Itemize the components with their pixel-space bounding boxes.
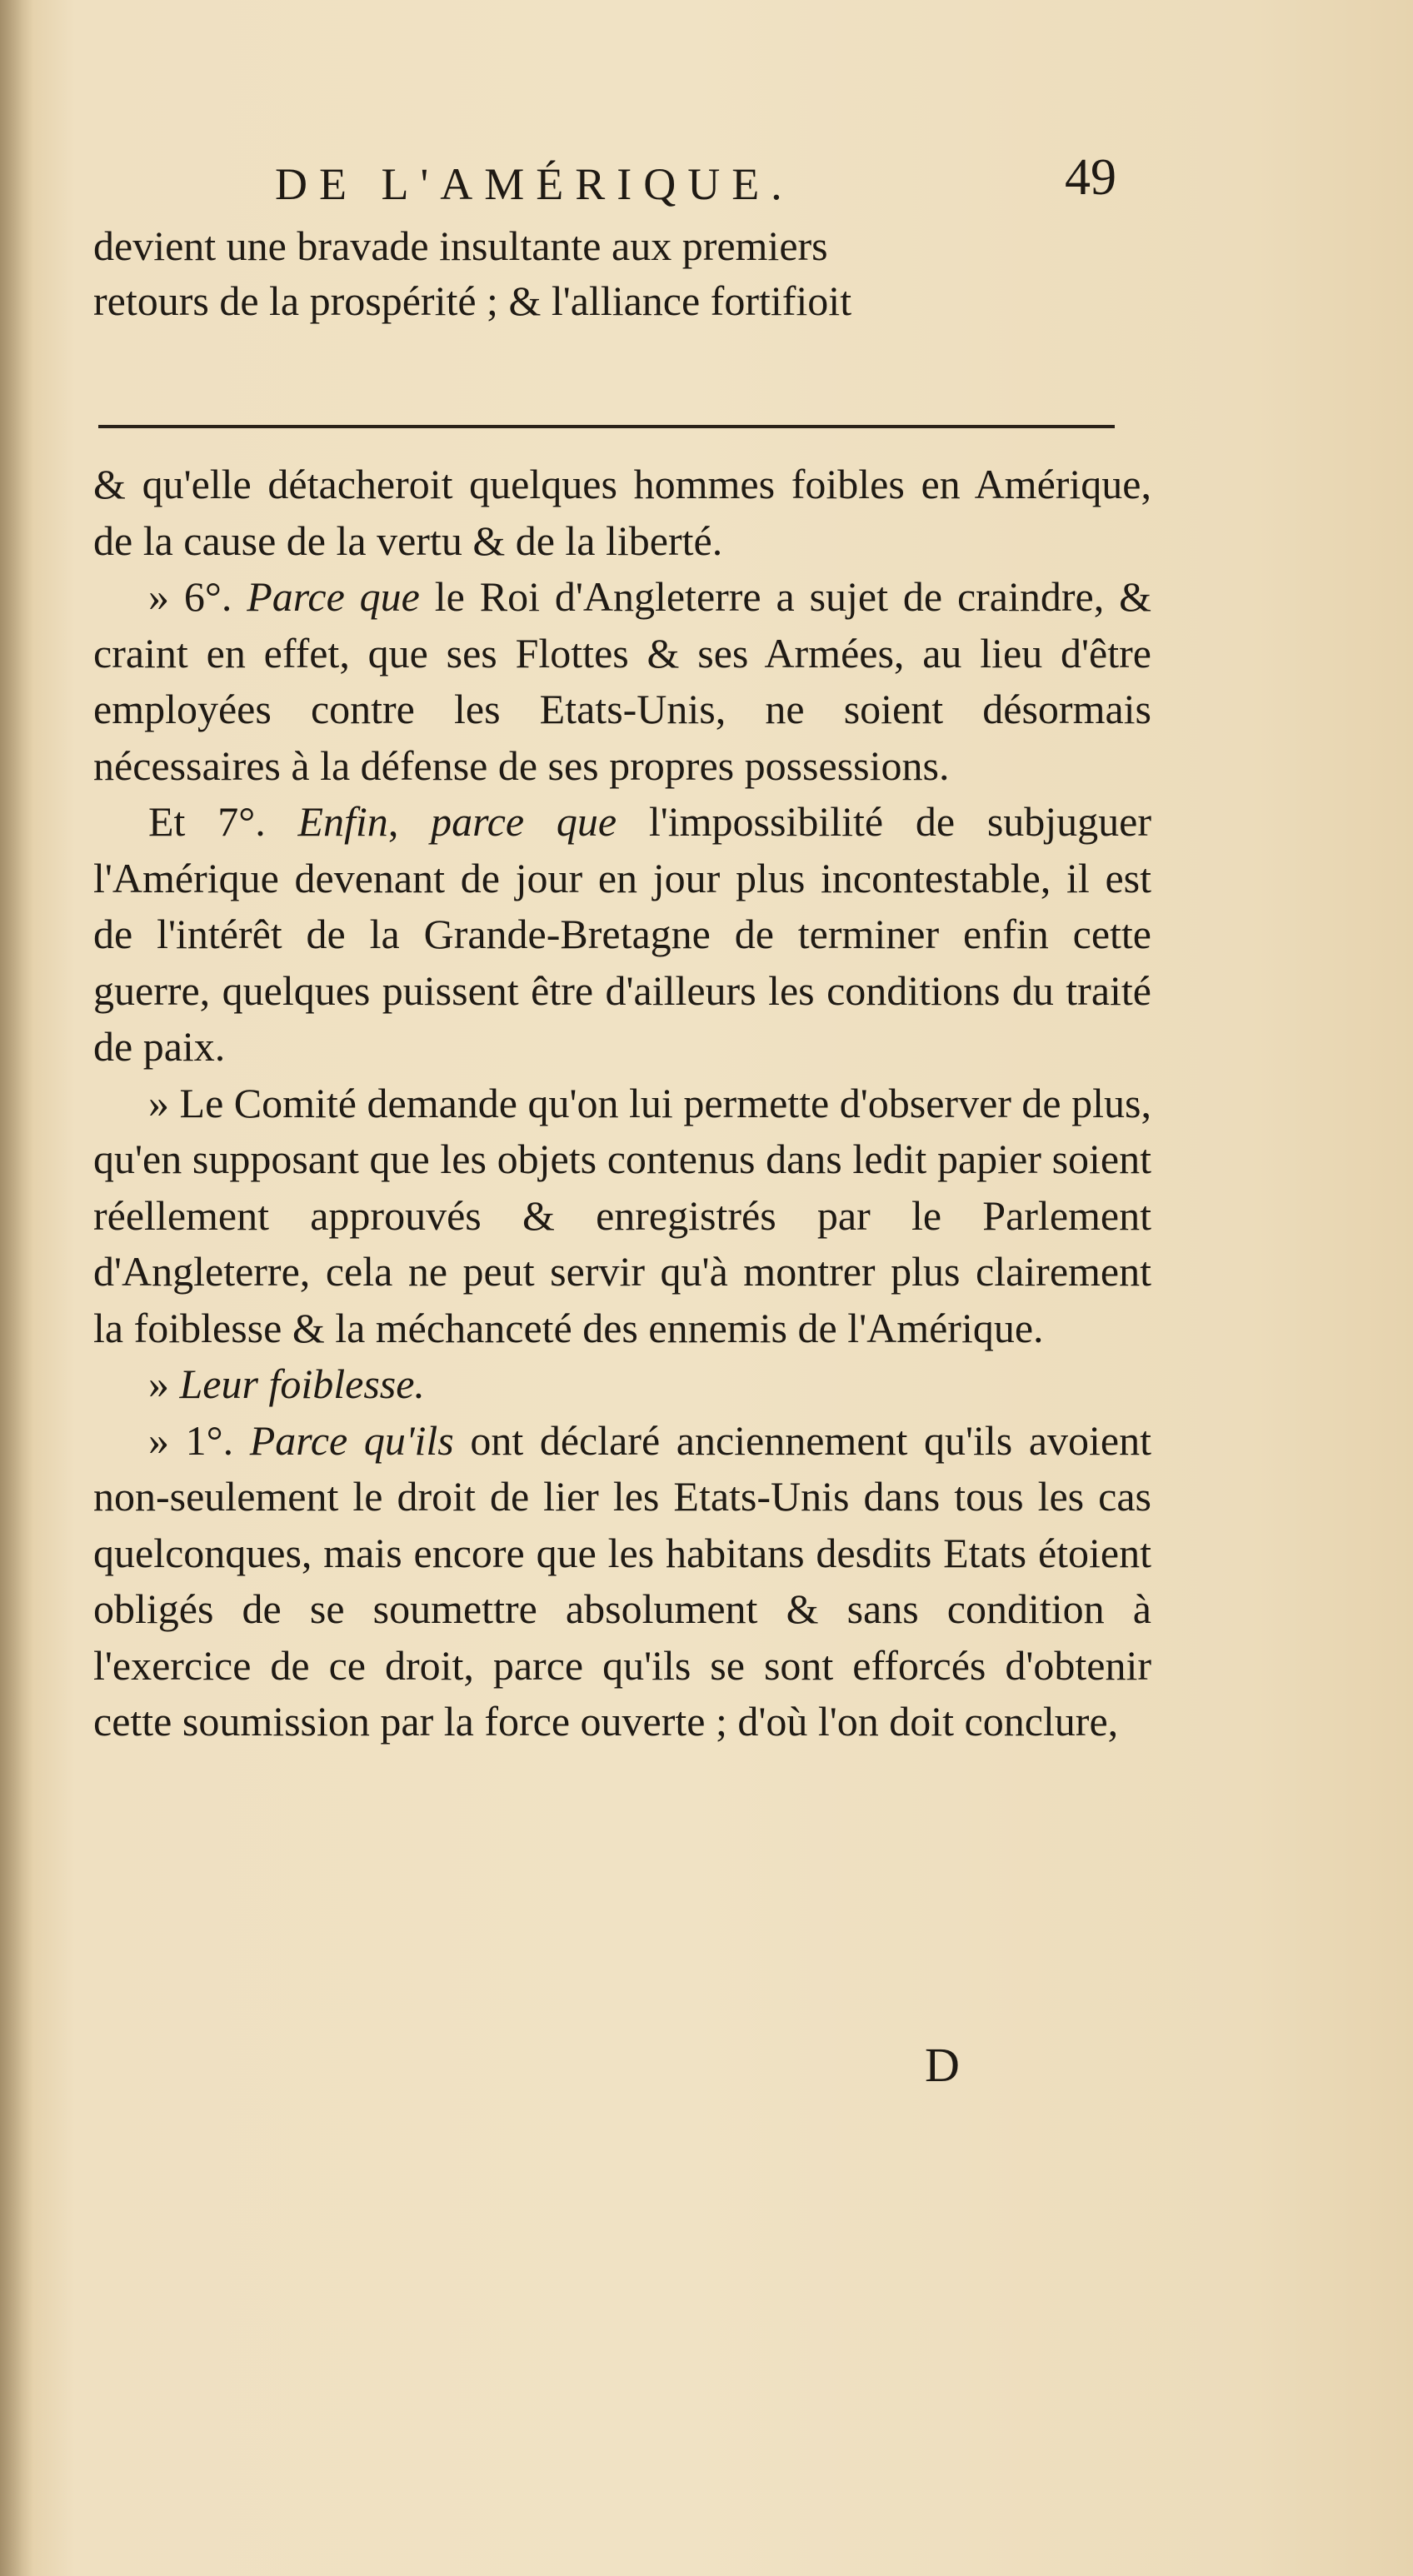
running-title: DE L'AMÉRIQUE. xyxy=(275,159,794,209)
page-number: 49 xyxy=(1065,149,1116,206)
top-text-line-1: devient une bravade insultante aux premiers xyxy=(93,222,828,269)
paragraph-5 xyxy=(93,1356,1151,1413)
paragraph-2-text: le Roi d'Angleterre a sujet de craindre, & craint en effet, que ses Flottes & ses Armées, au lieu d'être employées contre les Etats-Unis, ne soient désormais nécessaires à la défense de ses propres possessions. xyxy=(93,573,1152,789)
paragraph-1: & qu'elle détacheroit quelques hommes foibles en Amérique, de la cause de la vertu & de la liberté. xyxy=(93,461,1151,564)
paragraph-6-italic: Parce qu'ils xyxy=(249,1416,454,1464)
gutter-shadow xyxy=(0,0,33,2576)
paragraph-3-italic-2: parce que xyxy=(431,798,617,845)
paragraph-5-italic: Leur foiblesse. xyxy=(179,1360,425,1407)
paragraph-3-start: Et 7°. xyxy=(148,798,266,845)
paragraph-2-number: » 6°. xyxy=(148,573,232,620)
top-text-block xyxy=(93,218,1151,328)
paragraph-3-comma: , xyxy=(387,798,399,845)
paragraph-6-text: ont déclaré anciennement qu'ils avoient non-seulement le droit de lier les Etats-Unis dans tous les cas quelconques, mais encore que les habitans desdits Etats étoient obligés de se soumettre absolument & sans condition à l'exercice de ce droit, parce qu'ils se sont efforcés d'obtenir cette soumission par la force ouverte ; d'où l'on doit conclure, xyxy=(93,1416,1152,1745)
paragraph-6-number: » 1°. xyxy=(148,1416,234,1464)
paragraph-3-text: l'impossibilité de subjuguer l'Amérique devenant de jour en jour plus incontestable, il est de l'intérêt de la Grande-Bretagne de terminer enfin cette guerre, quelques puissent être d'ailleurs les conditions du traité de paix. xyxy=(93,798,1152,1070)
main-text-block xyxy=(93,457,1151,1750)
paragraph-3-italic-1: Enfin xyxy=(297,798,388,845)
signature-mark: D xyxy=(925,2038,960,2092)
top-text-line-2: retours de la prospérité ; & l'alliance fortifioit xyxy=(93,277,852,324)
paragraph-2 xyxy=(93,569,1151,794)
paragraph-5-quote: » xyxy=(148,1360,169,1407)
paragraph-3 xyxy=(93,794,1151,1076)
page-header xyxy=(100,142,1116,217)
footnote-rule xyxy=(98,425,1115,428)
paragraph-4: » Le Comité demande qu'on lui permette d'observer de plus, qu'en supposant que les objets contenus dans ledit papier soient réellement approuvés & enregistrés par le Parlement d'Angleterre, cela ne peut servir qu'à montrer plus clairement la foiblesse & la méchanceté des ennemis de l'Amérique. xyxy=(93,1079,1151,1351)
paragraph-6 xyxy=(93,1413,1151,1750)
paragraph-2-italic: Parce que xyxy=(247,573,420,620)
